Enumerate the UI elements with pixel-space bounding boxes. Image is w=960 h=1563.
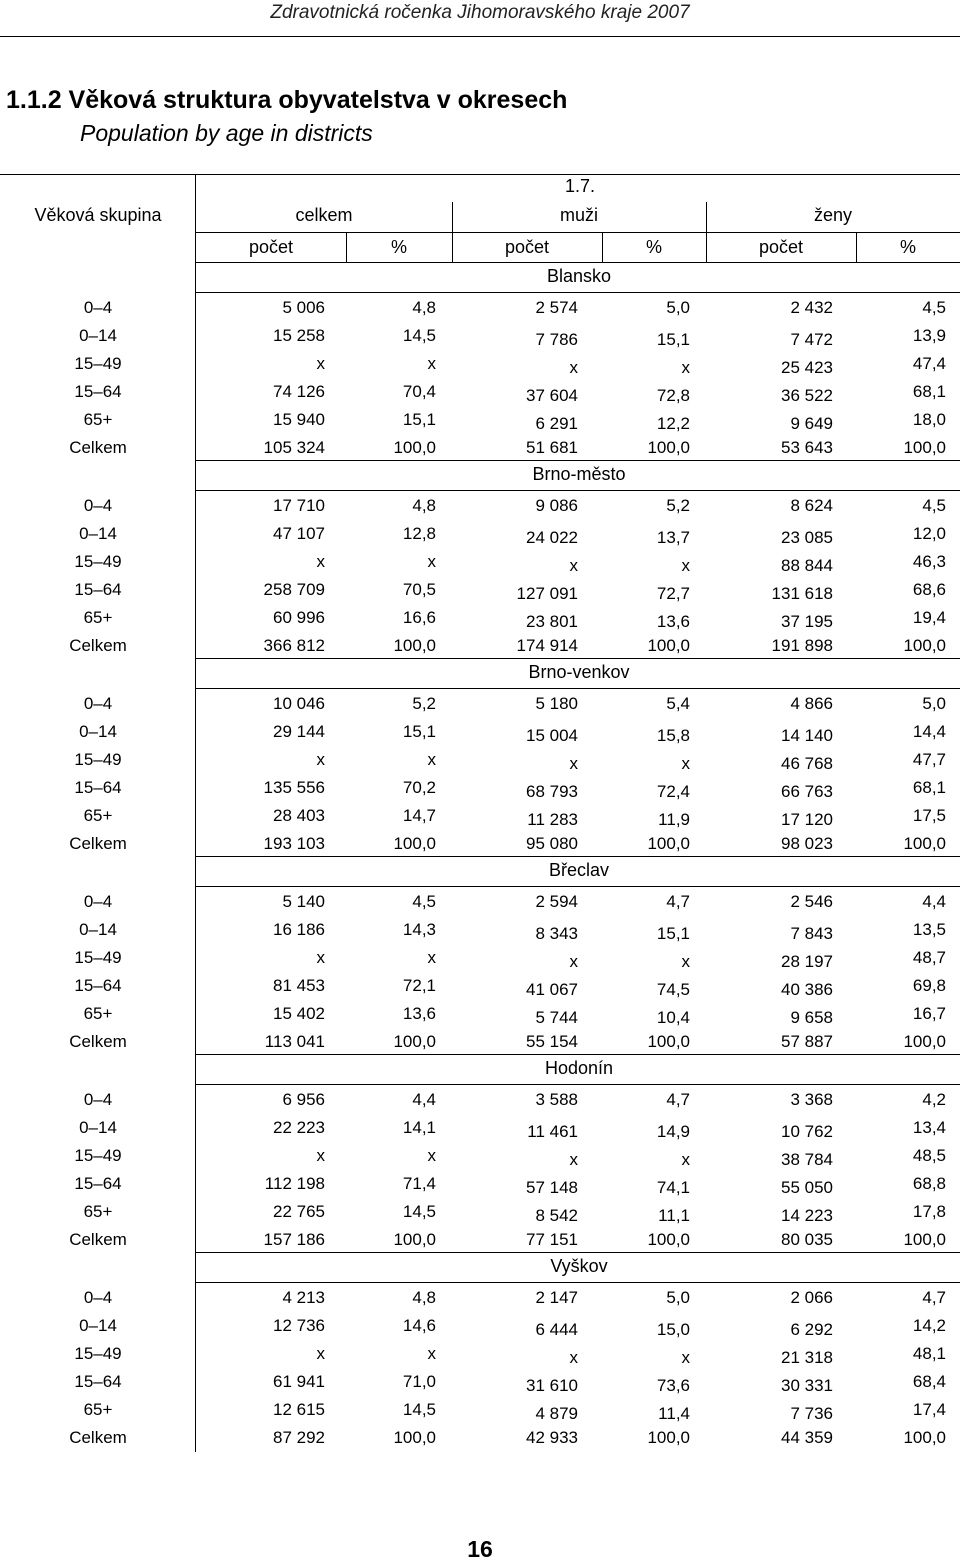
- men-count-cell: 6 444: [535, 1320, 578, 1339]
- men-count-cell: 7 786: [535, 330, 578, 349]
- age-group-label: 0–14: [79, 524, 117, 543]
- men-count-cell: 174 914: [516, 636, 578, 655]
- women-pct-cell: 100,0: [903, 1032, 946, 1051]
- age-group-label: 65+: [83, 1004, 113, 1023]
- total-count-cell: x: [316, 1146, 325, 1165]
- age-group-label: 0–4: [83, 892, 113, 911]
- men-count-cell: 11 283: [527, 810, 578, 829]
- total-pct-cell: 100,0: [393, 1032, 436, 1051]
- women-pct-cell: 5,0: [922, 694, 946, 713]
- men-pct-cell: x: [681, 1348, 690, 1367]
- total-count-cell: 81 453: [273, 976, 325, 995]
- age-group-label: 15–64: [74, 1174, 122, 1193]
- age-group-label: 15–49: [74, 1344, 122, 1363]
- total-pct-cell: x: [427, 750, 436, 769]
- women-count-cell: 17 120: [781, 810, 833, 829]
- men-count-cell: 51 681: [526, 438, 578, 457]
- women-count-cell: 131 618: [771, 584, 833, 603]
- district-rule: [195, 292, 960, 293]
- women-count-cell: 25 423: [781, 358, 833, 377]
- total-pct-cell: 14,6: [402, 1316, 436, 1335]
- header-rule-1: [195, 232, 960, 233]
- total-count-cell: 61 941: [273, 1372, 325, 1391]
- age-group-label: 15–49: [74, 750, 122, 769]
- men-count-cell: 2 574: [535, 298, 578, 317]
- men-count-cell: 23 801: [526, 612, 578, 631]
- header-divider: [346, 232, 347, 262]
- total-count-cell: 5 140: [282, 892, 325, 911]
- men-count-cell: x: [569, 1150, 578, 1169]
- total-pct-cell: x: [427, 1146, 436, 1165]
- total-count-cell: x: [316, 354, 325, 373]
- women-pct-cell: 100,0: [903, 636, 946, 655]
- total-pct-cell: x: [427, 552, 436, 571]
- total-count-cell: 4 213: [282, 1288, 325, 1307]
- women-pct-cell: 17,5: [912, 806, 946, 825]
- men-pct-cell: 74,5: [656, 980, 690, 999]
- women-pct-header: %: [899, 237, 916, 257]
- women-count-cell: 4 866: [790, 694, 833, 713]
- district-name: Břeclav: [548, 860, 610, 880]
- total-pct-cell: 4,8: [412, 298, 436, 317]
- total-count-cell: 112 198: [264, 1174, 325, 1193]
- men-pct-cell: 72,4: [656, 782, 690, 801]
- men-count-cell: x: [569, 754, 578, 773]
- district-rule: [195, 1282, 960, 1283]
- men-count-cell: 11 461: [527, 1122, 578, 1141]
- total-pct-cell: 70,5: [402, 580, 436, 599]
- women-count-cell: 23 085: [781, 528, 833, 547]
- women-count-cell: 55 050: [781, 1178, 833, 1197]
- age-group-label: 0–14: [79, 1316, 117, 1335]
- men-count-cell: 2 594: [535, 892, 578, 911]
- women-count-cell: 66 763: [781, 782, 833, 801]
- age-group-label: Celkem: [69, 834, 127, 853]
- age-group-label: 0–14: [79, 722, 117, 741]
- women-count-cell: 7 843: [790, 924, 833, 943]
- section-number: 1.7.: [564, 176, 596, 196]
- age-group-label: 0–14: [79, 920, 117, 939]
- men-pct-cell: 13,6: [656, 612, 690, 631]
- women-count-cell: 2 066: [790, 1288, 833, 1307]
- age-group-label: 15–49: [74, 1146, 122, 1165]
- total-count-cell: 12 736: [273, 1316, 325, 1335]
- men-count-cell: 3 588: [535, 1090, 578, 1109]
- total-pct-cell: 100,0: [393, 1230, 436, 1249]
- men-count-cell: 4 879: [535, 1404, 578, 1423]
- women-count-cell: 37 195: [781, 612, 833, 631]
- header-divider: [602, 232, 603, 262]
- women-pct-cell: 100,0: [903, 438, 946, 457]
- women-count-cell: 7 472: [790, 330, 833, 349]
- total-count-cell: 193 103: [263, 834, 325, 853]
- total-pct-cell: 12,8: [402, 524, 436, 543]
- district-rule: [195, 1252, 960, 1253]
- age-group-label: 15–64: [74, 1372, 122, 1391]
- total-count-cell: 113 041: [264, 1032, 325, 1051]
- total-count-cell: 157 186: [263, 1230, 325, 1249]
- age-group-label: Celkem: [69, 438, 127, 457]
- women-pct-cell: 46,3: [912, 552, 946, 571]
- district-name: Brno-venkov: [528, 662, 630, 682]
- total-pct-cell: 71,4: [402, 1174, 436, 1193]
- men-pct-cell: 11,9: [658, 810, 690, 829]
- women-count-cell: 30 331: [781, 1376, 833, 1395]
- women-count-cell: 53 643: [781, 438, 833, 457]
- men-pct-cell: x: [681, 754, 690, 773]
- women-pct-cell: 4,7: [922, 1288, 946, 1307]
- women-count-cell: 9 649: [790, 414, 833, 433]
- district-rule: [195, 688, 960, 689]
- women-pct-cell: 13,4: [912, 1118, 946, 1137]
- district-rule: [195, 490, 960, 491]
- age-group-label: Celkem: [69, 636, 127, 655]
- age-group-label: 65+: [83, 410, 113, 429]
- total-pct-cell: 14,5: [402, 1400, 436, 1419]
- men-pct-cell: 15,1: [656, 330, 690, 349]
- total-pct-cell: 100,0: [393, 636, 436, 655]
- men-count-cell: 42 933: [526, 1428, 578, 1447]
- district-name: Brno-město: [532, 464, 626, 484]
- total-pct-cell: x: [427, 948, 436, 967]
- women-count-cell: 40 386: [781, 980, 833, 999]
- total-pct-cell: 70,4: [402, 382, 436, 401]
- women-pct-cell: 12,0: [912, 524, 946, 543]
- total-count-cell: 10 046: [273, 694, 325, 713]
- men-count-cell: 57 148: [526, 1178, 578, 1197]
- total-pct-cell: 15,1: [402, 722, 436, 741]
- total-pct-cell: 14,3: [402, 920, 436, 939]
- men-pct-cell: x: [681, 1150, 690, 1169]
- age-group-label: 0–4: [83, 694, 113, 713]
- total-pct-cell: 15,1: [402, 410, 436, 429]
- total-pct-cell: x: [427, 354, 436, 373]
- men-pct-cell: 100,0: [647, 636, 690, 655]
- men-pct-cell: 15,0: [656, 1320, 690, 1339]
- men-pct-cell: 72,8: [656, 386, 690, 405]
- age-group-label: 15–64: [74, 976, 122, 995]
- age-group-label: 15–64: [74, 382, 122, 401]
- women-header: ženy: [813, 205, 853, 225]
- total-pct-cell: 71,0: [402, 1372, 436, 1391]
- women-pct-cell: 47,7: [912, 750, 946, 769]
- women-pct-cell: 17,8: [912, 1202, 946, 1221]
- women-count-cell: 10 762: [781, 1122, 833, 1141]
- total-count-cell: 28 403: [273, 806, 325, 825]
- total-count-cell: x: [316, 948, 325, 967]
- men-pct-cell: 100,0: [647, 438, 690, 457]
- district-name: Hodonín: [544, 1058, 614, 1078]
- women-pct-cell: 18,0: [912, 410, 946, 429]
- table-top-rule: [0, 174, 960, 175]
- total-count-cell: 29 144: [273, 722, 325, 741]
- age-group-label: 65+: [83, 1400, 113, 1419]
- men-count-cell: 68 793: [526, 782, 578, 801]
- women-count-cell: 88 844: [781, 556, 833, 575]
- men-pct-cell: 4,7: [666, 1090, 690, 1109]
- total-count-header: počet: [248, 237, 294, 257]
- men-count-cell: 8 343: [535, 924, 578, 943]
- page-number: 16: [467, 1536, 493, 1562]
- header-divider: [706, 232, 707, 262]
- total-count-cell: x: [316, 750, 325, 769]
- total-count-cell: 12 615: [273, 1400, 325, 1419]
- men-count-cell: 24 022: [526, 528, 578, 547]
- district-rule: [195, 460, 960, 461]
- men-count-cell: x: [569, 1348, 578, 1367]
- total-count-cell: 366 812: [263, 636, 325, 655]
- total-pct-cell: 16,6: [402, 608, 436, 627]
- women-count-cell: 2 432: [790, 298, 833, 317]
- women-count-cell: 57 887: [781, 1032, 833, 1051]
- men-pct-cell: 5,4: [666, 694, 690, 713]
- district-rule: [195, 856, 960, 857]
- men-pct-cell: 5,0: [666, 298, 690, 317]
- total-count-cell: 15 258: [273, 326, 325, 345]
- total-pct-cell: x: [427, 1344, 436, 1363]
- women-pct-cell: 13,5: [912, 920, 946, 939]
- total-count-cell: 22 765: [273, 1202, 325, 1221]
- total-count-cell: 16 186: [273, 920, 325, 939]
- women-pct-cell: 48,5: [912, 1146, 946, 1165]
- age-group-label: Celkem: [69, 1230, 127, 1249]
- age-group-label: 0–4: [83, 1288, 113, 1307]
- women-count-cell: 21 318: [781, 1348, 833, 1367]
- women-pct-cell: 100,0: [903, 1428, 946, 1447]
- age-group-label: 15–49: [74, 948, 122, 967]
- women-count-cell: 80 035: [781, 1230, 833, 1249]
- men-count-cell: 5 180: [535, 694, 578, 713]
- women-count-cell: 44 359: [781, 1428, 833, 1447]
- total-count-cell: 47 107: [273, 524, 325, 543]
- age-group-label: 65+: [83, 1202, 113, 1221]
- women-count-cell: 14 223: [781, 1206, 833, 1225]
- men-header: muži: [559, 205, 598, 225]
- women-count-cell: 9 658: [790, 1008, 833, 1027]
- women-count-cell: 14 140: [781, 726, 833, 745]
- total-pct-cell: 100,0: [393, 834, 436, 853]
- total-pct-cell: 14,1: [402, 1118, 436, 1137]
- total-pct-cell: 100,0: [393, 438, 436, 457]
- women-count-cell: 28 197: [781, 952, 833, 971]
- women-pct-cell: 19,4: [912, 608, 946, 627]
- total-pct-cell: 14,5: [402, 326, 436, 345]
- total-count-cell: 87 292: [273, 1428, 325, 1447]
- women-count-header: počet: [758, 237, 804, 257]
- men-count-cell: 55 154: [526, 1032, 578, 1051]
- header-divider: [706, 202, 707, 232]
- women-count-cell: 46 768: [781, 754, 833, 773]
- women-count-cell: 98 023: [781, 834, 833, 853]
- total-pct-cell: 4,8: [412, 1288, 436, 1307]
- women-pct-cell: 4,4: [922, 892, 946, 911]
- total-pct-cell: 13,6: [402, 1004, 436, 1023]
- women-pct-cell: 13,9: [912, 326, 946, 345]
- women-count-cell: 7 736: [790, 1404, 833, 1423]
- women-pct-cell: 68,1: [912, 382, 946, 401]
- total-count-cell: x: [316, 552, 325, 571]
- total-count-cell: 135 556: [263, 778, 325, 797]
- men-count-cell: 95 080: [526, 834, 578, 853]
- women-count-cell: 2 546: [790, 892, 833, 911]
- men-pct-cell: 72,7: [656, 584, 690, 603]
- header-divider: [856, 232, 857, 262]
- men-pct-cell: 4,7: [666, 892, 690, 911]
- total-count-cell: 6 956: [282, 1090, 325, 1109]
- total-pct-cell: 4,4: [412, 1090, 436, 1109]
- women-pct-cell: 69,8: [912, 976, 946, 995]
- women-count-cell: 191 898: [771, 636, 833, 655]
- women-count-cell: 6 292: [790, 1320, 833, 1339]
- men-pct-cell: 5,0: [666, 1288, 690, 1307]
- total-count-cell: 74 126: [273, 382, 325, 401]
- women-pct-cell: 100,0: [903, 834, 946, 853]
- total-pct-cell: 4,5: [412, 892, 436, 911]
- men-count-cell: x: [569, 358, 578, 377]
- women-pct-cell: 17,4: [912, 1400, 946, 1419]
- header-divider: [452, 232, 453, 262]
- age-group-label: 15–64: [74, 580, 122, 599]
- header-rule-2: [195, 262, 960, 263]
- age-group-label: 65+: [83, 806, 113, 825]
- total-pct-cell: 14,7: [402, 806, 436, 825]
- district-rule: [195, 1054, 960, 1055]
- total-count-cell: 5 006: [282, 298, 325, 317]
- total-count-cell: 60 996: [273, 608, 325, 627]
- header-divider: [452, 202, 453, 232]
- total-count-cell: x: [316, 1344, 325, 1363]
- women-count-cell: 38 784: [781, 1150, 833, 1169]
- district-name: Blansko: [546, 266, 612, 286]
- women-pct-cell: 100,0: [903, 1230, 946, 1249]
- women-pct-cell: 68,8: [912, 1174, 946, 1193]
- women-pct-cell: 68,4: [912, 1372, 946, 1391]
- men-pct-cell: 100,0: [647, 834, 690, 853]
- men-count-cell: 2 147: [535, 1288, 578, 1307]
- men-pct-cell: 100,0: [647, 1230, 690, 1249]
- total-header: celkem: [295, 205, 353, 225]
- total-pct-cell: 100,0: [393, 1428, 436, 1447]
- men-pct-cell: x: [681, 358, 690, 377]
- district-rule: [195, 886, 960, 887]
- women-pct-cell: 4,2: [922, 1090, 946, 1109]
- total-pct-cell: 70,2: [402, 778, 436, 797]
- men-pct-cell: x: [681, 952, 690, 971]
- age-group-label: 65+: [83, 608, 113, 627]
- age-group-label: 0–4: [83, 1090, 113, 1109]
- age-group-label: 0–14: [79, 326, 117, 345]
- total-pct-cell: 5,2: [412, 694, 436, 713]
- header-rule: [0, 36, 960, 37]
- men-pct-cell: 11,1: [658, 1206, 690, 1225]
- age-group-label: Celkem: [69, 1032, 127, 1051]
- men-pct-cell: 74,1: [656, 1178, 690, 1197]
- age-group-header: Věková skupina: [34, 205, 162, 225]
- men-count-cell: x: [569, 952, 578, 971]
- total-pct-cell: 14,5: [402, 1202, 436, 1221]
- men-count-cell: 37 604: [526, 386, 578, 405]
- men-count-cell: 9 086: [535, 496, 578, 515]
- women-count-cell: 8 624: [790, 496, 833, 515]
- men-pct-cell: 12,2: [656, 414, 690, 433]
- men-pct-cell: 100,0: [647, 1032, 690, 1051]
- age-group-label: 15–49: [74, 354, 122, 373]
- age-group-label: 15–64: [74, 778, 122, 797]
- women-pct-cell: 68,6: [912, 580, 946, 599]
- age-group-label: 0–4: [83, 496, 113, 515]
- men-pct-cell: 15,8: [656, 726, 690, 745]
- district-name: Vyškov: [550, 1256, 608, 1276]
- women-pct-cell: 4,5: [922, 496, 946, 515]
- men-count-cell: 5 744: [535, 1008, 578, 1027]
- total-count-cell: 17 710: [273, 496, 325, 515]
- total-pct-header: %: [390, 237, 407, 257]
- total-pct-cell: 72,1: [402, 976, 436, 995]
- men-count-cell: 31 610: [526, 1376, 578, 1395]
- men-count-cell: 127 091: [516, 584, 578, 603]
- total-pct-cell: 4,8: [412, 496, 436, 515]
- men-pct-cell: 73,6: [656, 1376, 690, 1395]
- men-pct-cell: 14,9: [656, 1122, 690, 1141]
- men-pct-cell: 10,4: [656, 1008, 690, 1027]
- total-count-cell: 258 709: [263, 580, 325, 599]
- women-pct-cell: 48,1: [912, 1344, 946, 1363]
- women-pct-cell: 4,5: [922, 298, 946, 317]
- men-count-cell: 8 542: [535, 1206, 578, 1225]
- running-head: Zdravotnická ročenka Jihomoravského kraje 2007: [270, 2, 690, 23]
- total-count-cell: 105 324: [263, 438, 325, 457]
- district-rule: [195, 658, 960, 659]
- men-count-cell: 41 067: [526, 980, 578, 999]
- men-count-cell: 6 291: [535, 414, 578, 433]
- table-subtitle: Population by age in districts: [80, 120, 373, 146]
- men-pct-header: %: [645, 237, 662, 257]
- women-count-cell: 36 522: [781, 386, 833, 405]
- men-pct-cell: 13,7: [656, 528, 690, 547]
- men-count-cell: 77 151: [526, 1230, 578, 1249]
- men-pct-cell: 100,0: [647, 1428, 690, 1447]
- age-group-label: 0–14: [79, 1118, 117, 1137]
- age-group-label: 0–4: [83, 298, 113, 317]
- table-title: 1.1.2 Věková struktura obyvatelstva v okresech: [6, 86, 568, 114]
- women-pct-cell: 14,4: [912, 722, 946, 741]
- women-pct-cell: 16,7: [912, 1004, 946, 1023]
- men-pct-cell: 11,4: [658, 1404, 690, 1423]
- total-count-cell: 15 940: [273, 410, 325, 429]
- women-pct-cell: 47,4: [912, 354, 946, 373]
- age-group-label: 15–49: [74, 552, 122, 571]
- men-count-cell: x: [569, 556, 578, 575]
- women-pct-cell: 68,1: [912, 778, 946, 797]
- men-pct-cell: 15,1: [656, 924, 690, 943]
- men-pct-cell: x: [681, 556, 690, 575]
- total-count-cell: 22 223: [273, 1118, 325, 1137]
- age-group-label: Celkem: [69, 1428, 127, 1447]
- men-count-header: počet: [504, 237, 550, 257]
- district-rule: [195, 1084, 960, 1085]
- men-count-cell: 15 004: [526, 726, 578, 745]
- women-pct-cell: 48,7: [912, 948, 946, 967]
- men-pct-cell: 5,2: [666, 496, 690, 515]
- women-count-cell: 3 368: [790, 1090, 833, 1109]
- total-count-cell: 15 402: [273, 1004, 325, 1023]
- women-pct-cell: 14,2: [912, 1316, 946, 1335]
